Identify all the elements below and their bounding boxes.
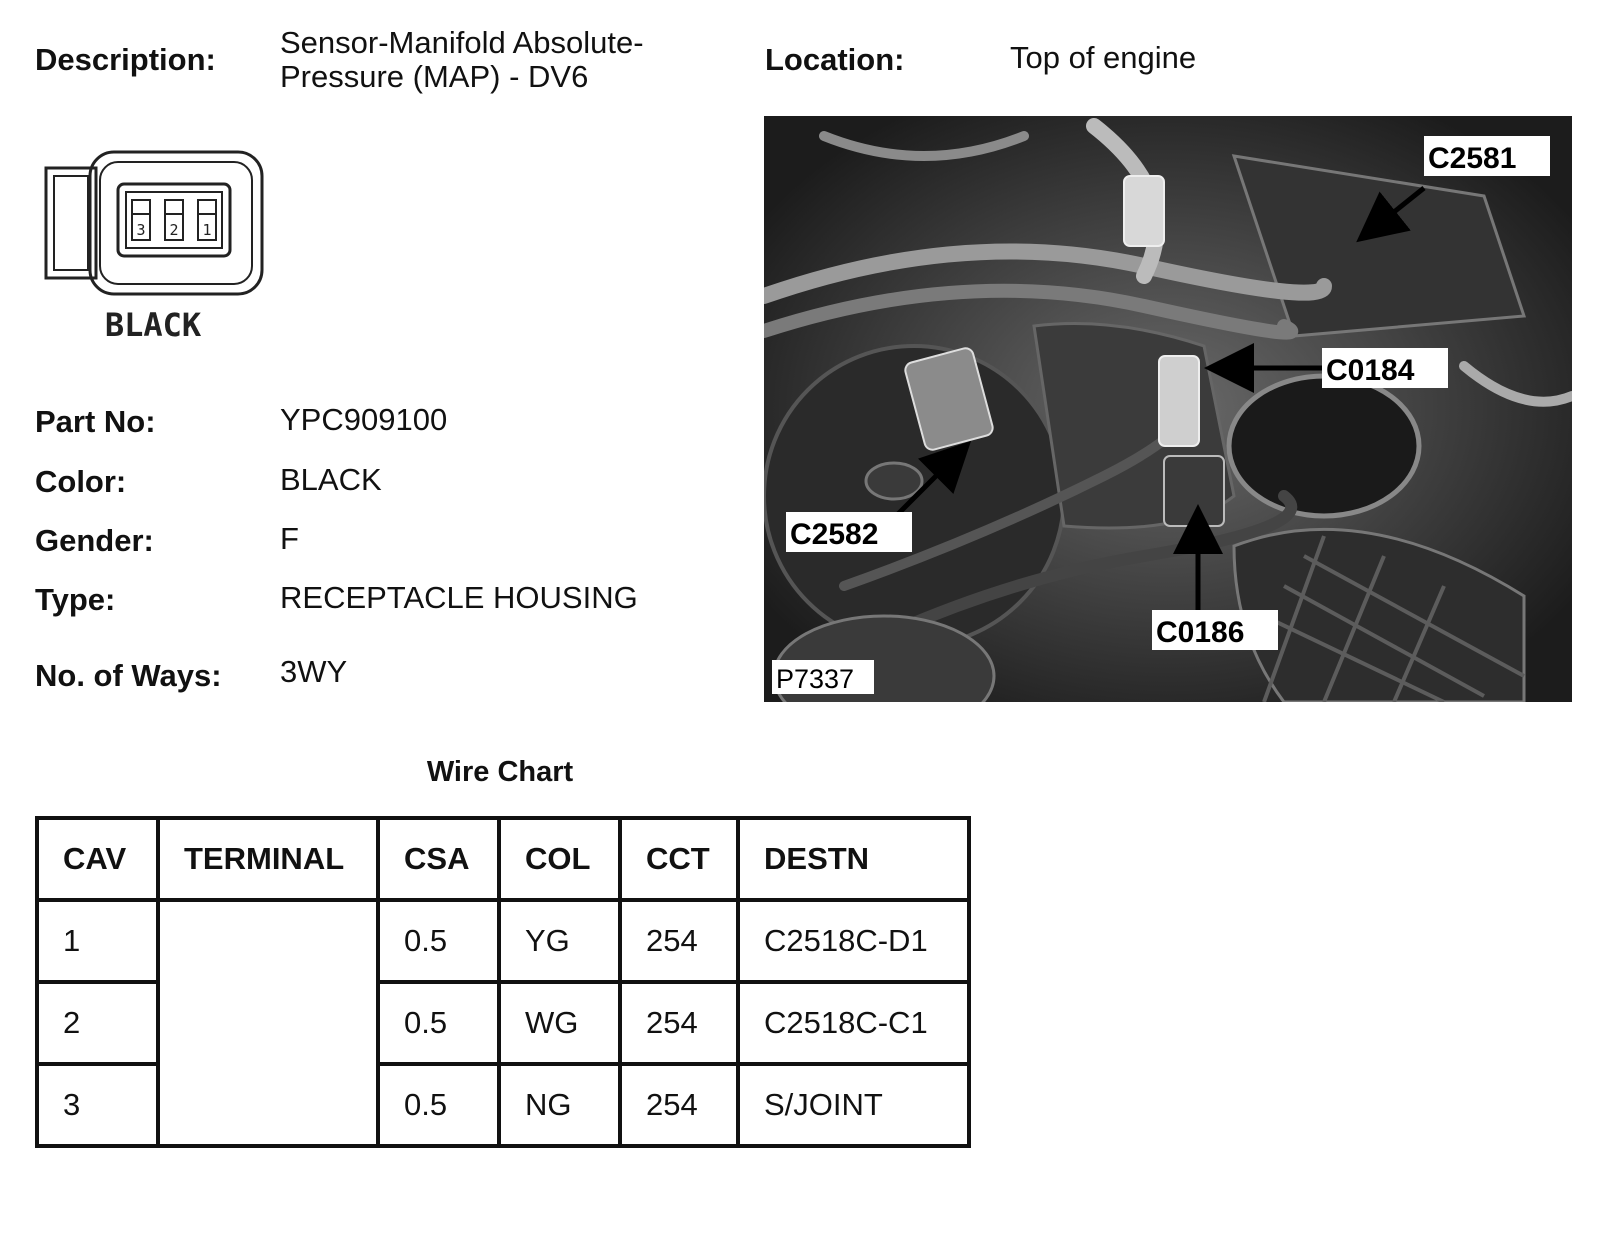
destn-cell: C2518C-C1 (738, 982, 969, 1064)
location-label: Location: (765, 42, 905, 77)
connector-color-text: BLACK (104, 306, 202, 344)
column-header-col: COL (499, 818, 620, 900)
gender-value: F (280, 521, 299, 556)
part-no-value: YPC909100 (280, 402, 448, 437)
column-header-cav: CAV (37, 818, 158, 900)
table-row (37, 900, 969, 982)
destn-cell: C2518C-D1 (738, 900, 969, 982)
column-header-destn: DESTN (738, 818, 969, 900)
cav-cell: 3 (37, 1064, 158, 1146)
wire-chart-title: Wire Chart (426, 756, 574, 788)
pin-label-3: 3 (136, 221, 146, 239)
table-header-row (37, 818, 969, 900)
description-line-2: Pressure (MAP) - DV6 (280, 59, 589, 94)
cct-cell: 254 (620, 900, 738, 982)
col-cell: NG (499, 1064, 620, 1146)
callout-c2582: C2582 (790, 518, 879, 551)
type-label: Type: (35, 582, 116, 617)
cav-cell: 1 (37, 900, 158, 982)
color-label: Color: (35, 464, 127, 499)
description-label: Description: (35, 42, 216, 77)
location-photo (764, 116, 1572, 702)
description-value (280, 26, 700, 94)
column-header-terminal: TERMINAL (158, 818, 378, 900)
cct-cell: 254 (620, 982, 738, 1064)
ways-label: No. of Ways: (35, 658, 222, 693)
connector-cavity-block (118, 184, 230, 256)
csa-cell: 0.5 (378, 982, 499, 1064)
terminal-cell (158, 900, 378, 1146)
col-cell: WG (499, 982, 620, 1064)
photo-ref: P7337 (776, 664, 855, 694)
pin-label-2: 2 (169, 221, 179, 239)
col-cell: YG (499, 900, 620, 982)
callout-c0186: C0186 (1156, 616, 1245, 649)
part-no-label: Part No: (35, 404, 156, 439)
callout-c0184: C0184 (1326, 354, 1415, 387)
destn-cell: S/JOINT (738, 1064, 969, 1146)
wire-chart-table (35, 816, 971, 1148)
location-value: Top of engine (1010, 40, 1197, 75)
type-value: RECEPTACLE HOUSING (280, 580, 638, 615)
column-header-cct: CCT (620, 818, 738, 900)
description-line-1: Sensor-Manifold Absolute- (280, 25, 644, 60)
gender-label: Gender: (35, 523, 154, 558)
cav-cell: 2 (37, 982, 158, 1064)
pin-label-1: 1 (202, 221, 212, 239)
ways-value: 3WY (280, 654, 348, 689)
cct-cell: 254 (620, 1064, 738, 1146)
callout-c2581: C2581 (1428, 142, 1517, 175)
csa-cell: 0.5 (378, 900, 499, 982)
color-value: BLACK (280, 462, 382, 497)
connector-diagram (40, 148, 270, 348)
csa-cell: 0.5 (378, 1064, 499, 1146)
column-header-csa: CSA (378, 818, 499, 900)
